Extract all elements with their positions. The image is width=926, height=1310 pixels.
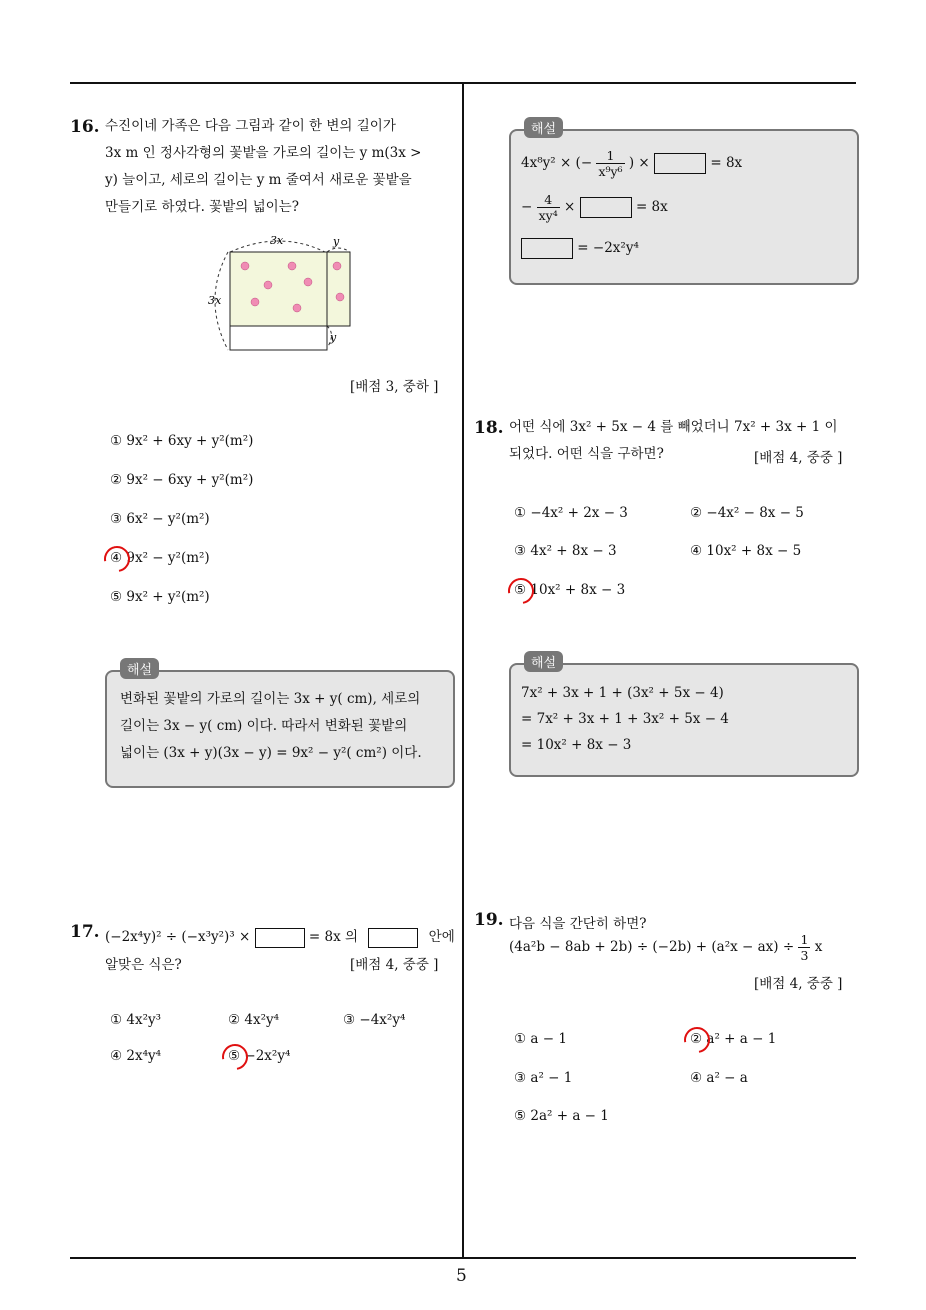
q17-solution-tag: 해설: [524, 117, 563, 138]
q19-stem-line1: 다음 식을 간단히 하면?: [509, 916, 647, 932]
q19-meta: [배점 4, 중중 ]: [754, 976, 843, 992]
q19-expression-tail: x: [814, 939, 823, 955]
q19-frac-den: 3: [800, 948, 809, 963]
q19-expression-line: [509, 932, 822, 963]
q17-sol-fraction-1: [596, 148, 624, 179]
column-divider: [462, 83, 464, 1258]
q16-solution-line: 넓이는 (3x + y)(3x − y) = 9x² − y²( cm²) 이다.: [120, 745, 422, 761]
q16-solution-line: 변화된 꽃밭의 가로의 길이는 3x + y( cm), 세로의: [120, 691, 421, 707]
q17-sol-part: ×: [564, 199, 576, 215]
q17-sol-part: = 8x: [710, 155, 743, 171]
q17-choice-4[interactable]: ④ 2x⁴y⁴: [110, 1048, 162, 1064]
q17-blank-box-ref: [368, 928, 418, 948]
q17-sol-part: −: [521, 199, 533, 215]
q16-choice-3[interactable]: ③ 6x² − y²(m²): [110, 511, 210, 527]
q16-fig-label-top: 3x: [270, 234, 284, 247]
q17-number: 17.: [70, 922, 100, 942]
q17-sol-part: = −2x²y⁴: [577, 240, 639, 256]
q17-solution-line-1: [521, 148, 742, 179]
q17-sol-part: = 8x: [635, 199, 668, 215]
q16-line: y) 늘이고, 세로의 길이는 y m 줄여서 새로운 꽃밭을: [105, 172, 412, 188]
q16-line: 만들기로 하였다. 꽃밭의 넓이는?: [105, 199, 299, 215]
q17-blank-box: [255, 928, 305, 948]
flower-icon: [288, 262, 296, 270]
flower-icon: [251, 298, 259, 306]
q19-number: 19.: [474, 910, 504, 930]
q16-solution-line: 길이는 3x − y( cm) 이다. 따라서 변화된 꽃밭의: [120, 718, 408, 734]
q16-number: 16.: [70, 117, 100, 137]
q17-expression: (−2x⁴y)² ÷ (−x³y²)³ ×: [105, 929, 251, 945]
q19-choice-3[interactable]: ③ a² − 1: [514, 1070, 573, 1086]
q17-solution-line-3: [521, 238, 639, 259]
q19-expression: (4a²b − 8ab + 2b) ÷ (−2b) + (a²x − ax) ÷: [509, 939, 795, 955]
q18-solution-line: = 7x² + 3x + 1 + 3x² + 5x − 4: [521, 711, 729, 727]
q18-choice-1[interactable]: ① −4x² + 2x − 3: [514, 505, 628, 521]
q18-choice-3[interactable]: ③ 4x² + 8x − 3: [514, 543, 617, 559]
q19-choice-5[interactable]: ⑤ 2a² + a − 1: [514, 1108, 609, 1124]
q18-choice-4[interactable]: ④ 10x² + 8x − 5: [690, 543, 802, 559]
page-number: 5: [456, 1266, 467, 1286]
q17-sol-frac2-den: xy⁴: [538, 208, 558, 223]
bottom-rule: [70, 1257, 856, 1259]
q18-line: 되었다. 어떤 식을 구하면?: [509, 446, 664, 462]
q17-sol-frac1-den: x⁹y⁶: [598, 164, 623, 179]
q16-solution-text: [120, 686, 450, 767]
flower-icon: [241, 262, 249, 270]
q17-tail: 안에: [428, 929, 455, 945]
q16-choices: [110, 433, 253, 628]
q18-solution-line: = 10x² + 8x − 3: [521, 737, 632, 753]
q18-answer-mark: [503, 573, 539, 609]
q17-sol-fraction-2: [537, 192, 560, 223]
flower-icon: [293, 304, 301, 312]
q16-choice-5[interactable]: ⑤ 9x² + y²(m²): [110, 589, 210, 605]
q19-choice-1[interactable]: ① a − 1: [514, 1031, 567, 1047]
flower-icon: [333, 262, 341, 270]
q18-choice-2[interactable]: ② −4x² − 8x − 5: [690, 505, 804, 521]
q16-garden-figure: [200, 230, 360, 360]
q17-sol-blank-box: [654, 153, 706, 174]
q17-stem-line1: [105, 925, 455, 948]
q17-choice-2[interactable]: ② 4x²y⁴: [228, 1012, 280, 1028]
flower-icon: [264, 281, 272, 289]
q16-fig-label-left: 3x: [208, 294, 222, 307]
q18-solution-tag: 해설: [524, 651, 563, 672]
flower-icon: [336, 293, 344, 301]
q18-solution-line: 7x² + 3x + 1 + (3x² + 5x − 4): [521, 685, 724, 701]
q19-choice-2[interactable]: ② a² + a − 1: [690, 1031, 777, 1047]
q17-stem-line2: 알맞은 식은?: [105, 957, 182, 973]
q18-solution-text: [521, 680, 851, 758]
q16-line: 수진이네 가족은 다음 그림과 같이 한 변의 길이가: [105, 118, 396, 134]
q16-choice-1[interactable]: ① 9x² + 6xy + y²(m²): [110, 433, 254, 449]
q17-answer-mark: [217, 1039, 253, 1075]
q16-fig-label-bottom-y: y: [330, 331, 337, 344]
q16-line: 3x m 인 정사각형의 꽃밭을 가로의 길이는 y m(3x >: [105, 145, 422, 161]
q16-choice-4[interactable]: ④ 9x² − y²(m²): [110, 550, 210, 566]
flower-icon: [304, 278, 312, 286]
q17-sol-part: 4x⁸y² × (−: [521, 155, 593, 171]
q17-sol-blank-box: [580, 197, 632, 218]
q18-choice-5[interactable]: ⑤ 10x² + 8x − 3: [514, 582, 626, 598]
q17-choice-3[interactable]: ③ −4x²y⁴: [343, 1012, 406, 1028]
q16-solution-tag: 해설: [120, 658, 159, 679]
q17-sol-part: ) ×: [628, 155, 650, 171]
q17-solution-line-2: [521, 192, 668, 223]
q19-choice-4[interactable]: ④ a² − a: [690, 1070, 748, 1086]
q17-choice-1[interactable]: ① 4x²y³: [110, 1012, 162, 1028]
q17-meta: [배점 4, 중중 ]: [350, 957, 439, 973]
q18-number: 18.: [474, 418, 504, 438]
q16-stem: [105, 113, 455, 221]
q17-equation: = 8x 의: [308, 929, 359, 945]
q19-frac-num: 1: [800, 932, 809, 947]
q16-removed-strip: [230, 326, 327, 350]
q16-choice-2[interactable]: ② 9x² − 6xy + y²(m²): [110, 472, 254, 488]
q17-sol-frac1-num: 1: [596, 148, 624, 164]
q16-meta: [배점 3, 중하 ]: [350, 379, 439, 395]
q18-line: 어떤 식에 3x² + 5x − 4 를 빼었더니 7x² + 3x + 1 이: [509, 419, 838, 435]
q19-fraction: [798, 932, 810, 963]
q16-arc-y-top: [327, 248, 350, 252]
q17-choice-5[interactable]: ⑤ −2x²y⁴: [228, 1048, 291, 1064]
q16-fig-label-top-y: y: [333, 235, 340, 248]
q18-meta: [배점 4, 중중 ]: [754, 450, 843, 466]
q19-answer-mark: [679, 1022, 715, 1058]
q17-sol-frac2-num: 4: [537, 192, 560, 208]
q17-sol-blank-box: [521, 238, 573, 259]
